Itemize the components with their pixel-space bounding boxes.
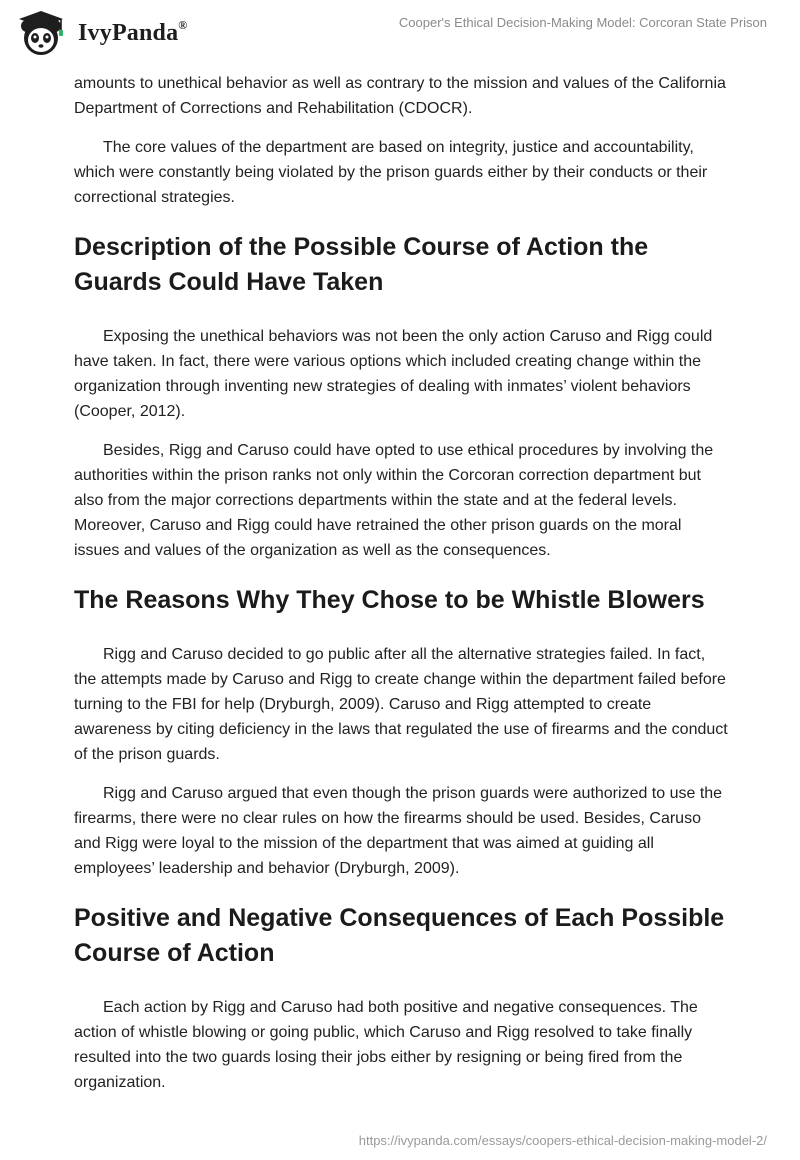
page-header [0, 0, 800, 70]
brand-name[interactable]: IvyPanda® [78, 18, 188, 46]
paragraph: Besides, Rigg and Caruso could have opted to use ethical procedures by involving the authorities within the prison ranks not only within the Corcoran correction department but also from the major corrections departments within the state and at the federal levels. Moreover, Caruso and Rigg could have retrained the other prison guards on the moral issues and values of the organization as well as the consequences. [74, 442, 714, 559]
paragraph: amounts to unethical behavior as well as contrary to the mission and values of the California Department of Corrections and Rehabilitation (CDOCR). [74, 75, 726, 117]
paragraph: Exposing the unethical behaviors was not been the only action Caruso and Rigg could have taken. In fact, there were various options which included creating change within the organization through inventing new strategies of dealing with inmates’ violent behaviors (Cooper, 2012). [74, 328, 713, 420]
paragraph: Each action by Rigg and Caruso had both positive and negative consequences. The action of whistle blowing or going public, which Caruso and Rigg resolved to take finally resulted into the two guards losing their jobs either by resigning or being fired from the organization. [74, 999, 698, 1091]
section-heading: Description of the Possible Course of Action the Guards Could Have Taken [74, 233, 649, 296]
source-url-link[interactable]: https://ivypanda.com/essays/coopers-ethical-decision-making-model-2/ [358, 1133, 767, 1148]
panda-logo-icon[interactable] [14, 9, 70, 57]
paragraph: Rigg and Caruso decided to go public after all the alternative strategies failed. In fact, the attempts made by Caruso and Rigg to create change within the department failed before turning to the FBI for help (Dryburgh, 2009). Caruso and Rigg attempted to create awareness by citing deficiency in the laws that regulated the use of firearms and the conduct of the prison guards. [74, 646, 728, 763]
paragraph: The core values of the department are based on integrity, justice and accountability, which were constantly being violated by the prison guards either by their conducts or their correctional strategies. [74, 139, 708, 206]
document-title: Cooper's Ethical Decision-Making Model: Corcoran State Prison [398, 15, 767, 30]
section-heading: The Reasons Why They Chose to be Whistle Blowers [74, 586, 705, 614]
essay-body [74, 71, 730, 1109]
section-heading: Positive and Negative Consequences of Each Possible Course of Action [74, 904, 725, 967]
paragraph: Rigg and Caruso argued that even though the prison guards were authorized to use the firearms, there were no clear rules on how the firearms should be used. Besides, Caruso and Rigg were loyal to the mission of the department that was aimed at guiding all employees’ leadership and behavior (Dryburgh, 2009). [74, 785, 723, 877]
